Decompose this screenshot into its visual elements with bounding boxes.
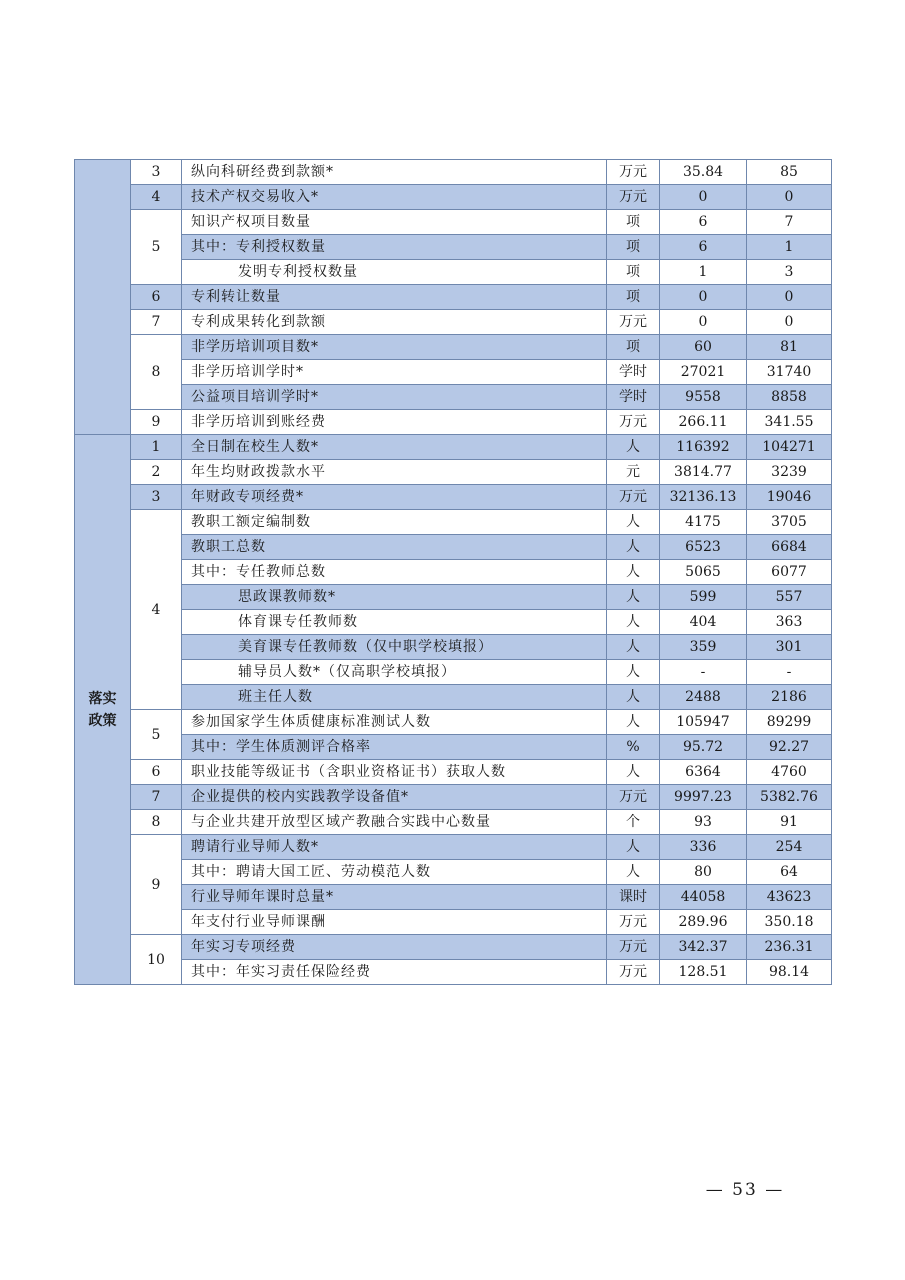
unit-cell: 项 bbox=[607, 285, 660, 310]
value-cell-b: 301 bbox=[747, 635, 832, 660]
value-cell-a: 336 bbox=[660, 835, 747, 860]
table-row bbox=[75, 760, 832, 785]
value-cell-b: 81 bbox=[747, 335, 832, 360]
table-row bbox=[75, 310, 832, 335]
section-label bbox=[75, 160, 131, 435]
unit-cell: 人 bbox=[607, 760, 660, 785]
value-cell-b: 6077 bbox=[747, 560, 832, 585]
row-number: 7 bbox=[131, 310, 182, 335]
value-cell-a: 1 bbox=[660, 260, 747, 285]
item-name: 与企业共建开放型区域产教融合实践中心数量 bbox=[182, 810, 607, 835]
item-name: 辅导员人数*（仅高职学校填报） bbox=[182, 660, 607, 685]
row-number: 8 bbox=[131, 335, 182, 410]
table-row bbox=[75, 435, 832, 460]
unit-cell: 人 bbox=[607, 560, 660, 585]
value-cell-b: 0 bbox=[747, 285, 832, 310]
item-name: 非学历培训项目数* bbox=[182, 335, 607, 360]
value-cell-a: 44058 bbox=[660, 885, 747, 910]
table-row bbox=[75, 510, 832, 535]
value-cell-b: 350.18 bbox=[747, 910, 832, 935]
value-cell-a: 128.51 bbox=[660, 960, 747, 985]
value-cell-a: 4175 bbox=[660, 510, 747, 535]
unit-cell: 人 bbox=[607, 685, 660, 710]
table-row bbox=[75, 660, 832, 685]
item-name: 纵向科研经费到款额* bbox=[182, 160, 607, 185]
value-cell-a: 6523 bbox=[660, 535, 747, 560]
table-row bbox=[75, 635, 832, 660]
table-row bbox=[75, 385, 832, 410]
item-name: 其中：聘请大国工匠、劳动模范人数 bbox=[182, 860, 607, 885]
item-name: 行业导师年课时总量* bbox=[182, 885, 607, 910]
value-cell-b: 0 bbox=[747, 310, 832, 335]
table-row bbox=[75, 610, 832, 635]
unit-cell: 学时 bbox=[607, 385, 660, 410]
item-name: 非学历培训到账经费 bbox=[182, 410, 607, 435]
unit-cell: 项 bbox=[607, 335, 660, 360]
item-name: 班主任人数 bbox=[182, 685, 607, 710]
value-cell-a: 6 bbox=[660, 235, 747, 260]
value-cell-b: 91 bbox=[747, 810, 832, 835]
page-number: — 53 — bbox=[705, 1180, 785, 1200]
unit-cell: 万元 bbox=[607, 160, 660, 185]
table-row bbox=[75, 835, 832, 860]
item-name: 发明专利授权数量 bbox=[182, 260, 607, 285]
unit-cell: 人 bbox=[607, 435, 660, 460]
table-row bbox=[75, 210, 832, 235]
row-number: 5 bbox=[131, 210, 182, 285]
value-cell-a: 404 bbox=[660, 610, 747, 635]
value-cell-a: 95.72 bbox=[660, 735, 747, 760]
value-cell-a: 32136.13 bbox=[660, 485, 747, 510]
value-cell-b: 6684 bbox=[747, 535, 832, 560]
unit-cell: 万元 bbox=[607, 935, 660, 960]
unit-cell: 项 bbox=[607, 235, 660, 260]
row-number: 10 bbox=[131, 935, 182, 985]
table-row bbox=[75, 460, 832, 485]
row-number: 8 bbox=[131, 810, 182, 835]
table-row bbox=[75, 235, 832, 260]
value-cell-a: 9558 bbox=[660, 385, 747, 410]
item-name: 教职工额定编制数 bbox=[182, 510, 607, 535]
table-row bbox=[75, 685, 832, 710]
unit-cell: 万元 bbox=[607, 960, 660, 985]
value-cell-a: 35.84 bbox=[660, 160, 747, 185]
value-cell-a: 116392 bbox=[660, 435, 747, 460]
table-row bbox=[75, 160, 832, 185]
indicator-table bbox=[74, 159, 832, 985]
table-row bbox=[75, 710, 832, 735]
row-number: 3 bbox=[131, 160, 182, 185]
item-name: 专利转让数量 bbox=[182, 285, 607, 310]
table-row bbox=[75, 260, 832, 285]
value-cell-a: 266.11 bbox=[660, 410, 747, 435]
value-cell-b: 85 bbox=[747, 160, 832, 185]
value-cell-b: 92.27 bbox=[747, 735, 832, 760]
item-name: 全日制在校生人数* bbox=[182, 435, 607, 460]
value-cell-b: - bbox=[747, 660, 832, 685]
value-cell-a: 342.37 bbox=[660, 935, 747, 960]
item-name: 企业提供的校内实践教学设备值* bbox=[182, 785, 607, 810]
value-cell-a: 3814.77 bbox=[660, 460, 747, 485]
table-row bbox=[75, 560, 832, 585]
value-cell-b: 254 bbox=[747, 835, 832, 860]
item-name: 其中：年实习责任保险经费 bbox=[182, 960, 607, 985]
value-cell-a: 0 bbox=[660, 285, 747, 310]
row-number: 6 bbox=[131, 285, 182, 310]
table-row bbox=[75, 335, 832, 360]
item-name: 美育课专任教师数（仅中职学校填报） bbox=[182, 635, 607, 660]
unit-cell: 人 bbox=[607, 860, 660, 885]
value-cell-a: 289.96 bbox=[660, 910, 747, 935]
unit-cell: 万元 bbox=[607, 785, 660, 810]
unit-cell: 人 bbox=[607, 710, 660, 735]
value-cell-b: 4760 bbox=[747, 760, 832, 785]
value-cell-a: 0 bbox=[660, 185, 747, 210]
value-cell-b: 2186 bbox=[747, 685, 832, 710]
unit-cell: % bbox=[607, 735, 660, 760]
value-cell-b: 8858 bbox=[747, 385, 832, 410]
value-cell-b: 19046 bbox=[747, 485, 832, 510]
value-cell-b: 5382.76 bbox=[747, 785, 832, 810]
value-cell-a: 27021 bbox=[660, 360, 747, 385]
item-name: 教职工总数 bbox=[182, 535, 607, 560]
unit-cell: 人 bbox=[607, 610, 660, 635]
item-name: 年支付行业导师课酬 bbox=[182, 910, 607, 935]
value-cell-b: 3 bbox=[747, 260, 832, 285]
value-cell-a: 6364 bbox=[660, 760, 747, 785]
value-cell-a: 599 bbox=[660, 585, 747, 610]
item-name: 职业技能等级证书（含职业资格证书）获取人数 bbox=[182, 760, 607, 785]
row-number: 1 bbox=[131, 435, 182, 460]
unit-cell: 万元 bbox=[607, 910, 660, 935]
table-row bbox=[75, 360, 832, 385]
value-cell-b: 7 bbox=[747, 210, 832, 235]
value-cell-a: 6 bbox=[660, 210, 747, 235]
value-cell-a: 359 bbox=[660, 635, 747, 660]
section-label: 落实 政策 bbox=[75, 435, 131, 985]
unit-cell: 学时 bbox=[607, 360, 660, 385]
table-row bbox=[75, 735, 832, 760]
unit-cell: 人 bbox=[607, 660, 660, 685]
table-row bbox=[75, 410, 832, 435]
unit-cell: 万元 bbox=[607, 485, 660, 510]
row-number: 9 bbox=[131, 410, 182, 435]
unit-cell: 万元 bbox=[607, 310, 660, 335]
table-row bbox=[75, 810, 832, 835]
item-name: 其中：学生体质测评合格率 bbox=[182, 735, 607, 760]
value-cell-b: 104271 bbox=[747, 435, 832, 460]
unit-cell: 万元 bbox=[607, 185, 660, 210]
value-cell-a: 5065 bbox=[660, 560, 747, 585]
value-cell-b: 3705 bbox=[747, 510, 832, 535]
unit-cell: 项 bbox=[607, 210, 660, 235]
value-cell-b: 43623 bbox=[747, 885, 832, 910]
row-number: 7 bbox=[131, 785, 182, 810]
table-row bbox=[75, 485, 832, 510]
item-name: 其中：专利授权数量 bbox=[182, 235, 607, 260]
value-cell-a: 60 bbox=[660, 335, 747, 360]
table-row bbox=[75, 535, 832, 560]
item-name: 公益项目培训学时* bbox=[182, 385, 607, 410]
table-row bbox=[75, 935, 832, 960]
unit-cell: 人 bbox=[607, 635, 660, 660]
unit-cell: 人 bbox=[607, 535, 660, 560]
table-row bbox=[75, 960, 832, 985]
value-cell-b: 3239 bbox=[747, 460, 832, 485]
item-name: 参加国家学生体质健康标准测试人数 bbox=[182, 710, 607, 735]
value-cell-b: 89299 bbox=[747, 710, 832, 735]
table-row bbox=[75, 885, 832, 910]
value-cell-b: 557 bbox=[747, 585, 832, 610]
item-name: 年财政专项经费* bbox=[182, 485, 607, 510]
value-cell-b: 236.31 bbox=[747, 935, 832, 960]
value-cell-b: 98.14 bbox=[747, 960, 832, 985]
unit-cell: 课时 bbox=[607, 885, 660, 910]
item-name: 年生均财政拨款水平 bbox=[182, 460, 607, 485]
unit-cell: 人 bbox=[607, 585, 660, 610]
item-name: 体育课专任教师数 bbox=[182, 610, 607, 635]
value-cell-b: 64 bbox=[747, 860, 832, 885]
unit-cell: 元 bbox=[607, 460, 660, 485]
row-number: 4 bbox=[131, 510, 182, 710]
row-number: 9 bbox=[131, 835, 182, 935]
unit-cell: 人 bbox=[607, 510, 660, 535]
value-cell-a: 80 bbox=[660, 860, 747, 885]
item-name: 聘请行业导师人数* bbox=[182, 835, 607, 860]
item-name: 思政课教师数* bbox=[182, 585, 607, 610]
item-name: 非学历培训学时* bbox=[182, 360, 607, 385]
unit-cell: 个 bbox=[607, 810, 660, 835]
row-number: 6 bbox=[131, 760, 182, 785]
value-cell-b: 1 bbox=[747, 235, 832, 260]
unit-cell: 人 bbox=[607, 835, 660, 860]
value-cell-a: 0 bbox=[660, 310, 747, 335]
item-name: 知识产权项目数量 bbox=[182, 210, 607, 235]
value-cell-a: 93 bbox=[660, 810, 747, 835]
row-number: 5 bbox=[131, 710, 182, 760]
value-cell-a: - bbox=[660, 660, 747, 685]
item-name: 年实习专项经费 bbox=[182, 935, 607, 960]
table-row bbox=[75, 910, 832, 935]
row-number: 2 bbox=[131, 460, 182, 485]
table-row bbox=[75, 860, 832, 885]
table-row bbox=[75, 285, 832, 310]
value-cell-b: 0 bbox=[747, 185, 832, 210]
item-name: 技术产权交易收入* bbox=[182, 185, 607, 210]
item-name: 专利成果转化到款额 bbox=[182, 310, 607, 335]
data-table-wrapper bbox=[74, 159, 831, 985]
value-cell-b: 363 bbox=[747, 610, 832, 635]
value-cell-b: 31740 bbox=[747, 360, 832, 385]
row-number: 3 bbox=[131, 485, 182, 510]
value-cell-b: 341.55 bbox=[747, 410, 832, 435]
unit-cell: 万元 bbox=[607, 410, 660, 435]
value-cell-a: 2488 bbox=[660, 685, 747, 710]
value-cell-a: 105947 bbox=[660, 710, 747, 735]
table-row bbox=[75, 185, 832, 210]
table-row bbox=[75, 585, 832, 610]
table-row bbox=[75, 785, 832, 810]
item-name: 其中：专任教师总数 bbox=[182, 560, 607, 585]
value-cell-a: 9997.23 bbox=[660, 785, 747, 810]
row-number: 4 bbox=[131, 185, 182, 210]
unit-cell: 项 bbox=[607, 260, 660, 285]
